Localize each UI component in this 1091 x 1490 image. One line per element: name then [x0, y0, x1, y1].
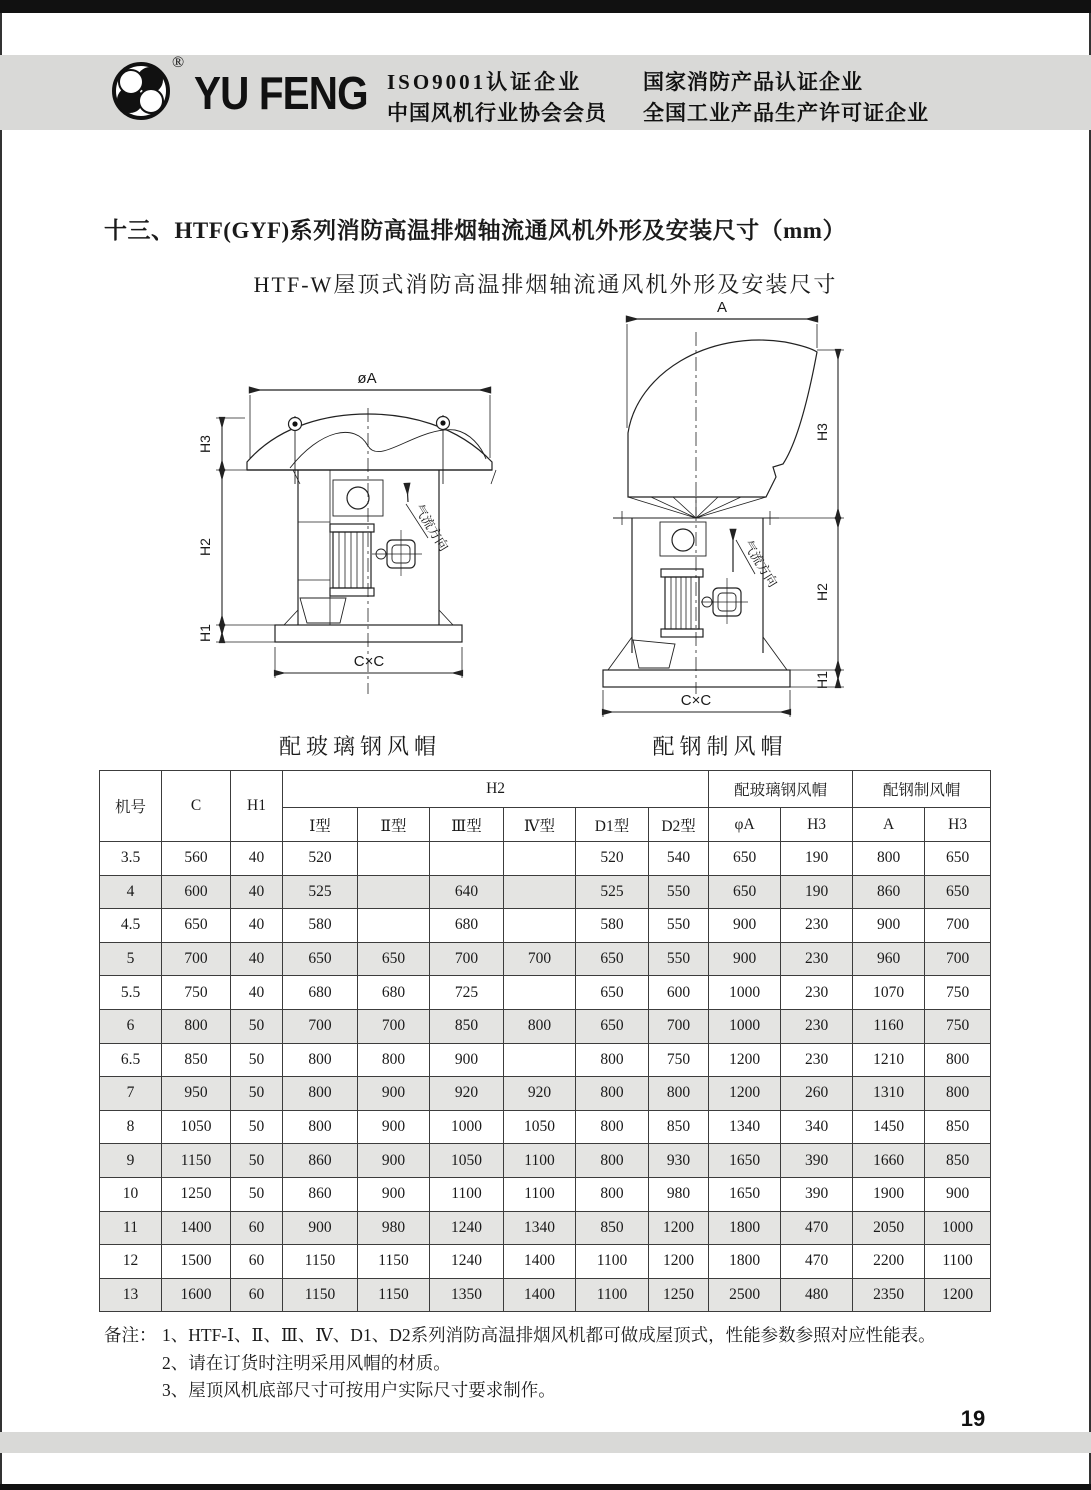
table-cell: 230 [781, 909, 853, 943]
table-cell: 700 [283, 1009, 358, 1043]
page-number: 19 [960, 1406, 986, 1431]
table-cell: 960 [853, 942, 925, 976]
col-header-glass-h3: H3 [781, 808, 853, 842]
airflow-label: 气流方向 [740, 537, 781, 590]
table-cell: 40 [231, 909, 283, 943]
table-cell: 230 [781, 976, 853, 1010]
dim-label-h3: H3 [197, 435, 213, 453]
table-cell: 650 [576, 1009, 649, 1043]
table-cell: 40 [231, 976, 283, 1010]
table-cell: 1160 [853, 1009, 925, 1043]
table-cell: 800 [576, 1043, 649, 1077]
table-cell [504, 842, 576, 876]
table-cell: 860 [283, 1144, 358, 1178]
table-cell: 1200 [649, 1211, 709, 1245]
cert-production-license: 全国工业产品生产许可证企业 [643, 101, 929, 125]
table-cell: 1150 [283, 1278, 358, 1312]
table-cell: 750 [649, 1043, 709, 1077]
dim-cxc [275, 647, 462, 678]
table-cell: 1660 [853, 1144, 925, 1178]
dim-label-h1: H1 [814, 671, 830, 689]
dim-label-phiA: øA [357, 370, 377, 387]
table-cell: 800 [925, 1077, 991, 1111]
table-cell: 470 [781, 1245, 853, 1279]
steel-hood-fan-drawing [555, 292, 985, 772]
dim-label-cxc: C×C [680, 692, 712, 709]
table-cell: 1800 [709, 1245, 781, 1279]
table-cell: 230 [781, 1009, 853, 1043]
dim-label-h3: H3 [814, 423, 830, 441]
table-cell: 1000 [925, 1211, 991, 1245]
table-cell: 650 [709, 842, 781, 876]
table-cell: 900 [925, 1177, 991, 1211]
col-group-steel-hood: 配钢制风帽 [853, 771, 991, 808]
table-cell: 1650 [709, 1144, 781, 1178]
table-cell: 1150 [283, 1245, 358, 1279]
table-cell: 1500 [162, 1245, 231, 1279]
table-cell: 1100 [504, 1144, 576, 1178]
yufeng-logo-icon [112, 62, 170, 120]
table-cell: 1400 [504, 1245, 576, 1279]
table-cell: 580 [576, 909, 649, 943]
table-cell: 1240 [430, 1211, 504, 1245]
table-cell: 6.5 [100, 1043, 162, 1077]
table-cell: 540 [649, 842, 709, 876]
col-header-h1: H1 [231, 771, 283, 842]
cert-fan-association: 中国风机行业协会会员 [387, 101, 607, 125]
table-cell [504, 976, 576, 1010]
table-cell [504, 1043, 576, 1077]
table-cell: 5 [100, 942, 162, 976]
col-header-steel-h3: H3 [925, 808, 991, 842]
dim-chain-left [197, 418, 275, 642]
table-cell: 1050 [430, 1144, 504, 1178]
table-cell: 650 [925, 842, 991, 876]
col-header-type-d2: D2型 [649, 808, 709, 842]
fiberglass-hood [247, 414, 492, 484]
fan-casing [608, 518, 787, 670]
table-cell: 4 [100, 875, 162, 909]
table-cell: 900 [358, 1177, 430, 1211]
table-cell: 800 [283, 1077, 358, 1111]
dim-label-h2: H2 [197, 538, 213, 556]
table-cell [358, 875, 430, 909]
note-item: 3、屋顶风机底部尺寸可按用户实际尺寸要求制作。 [162, 1380, 556, 1400]
airflow-direction [406, 484, 452, 554]
table-cell: 9 [100, 1144, 162, 1178]
dim-label-h2: H2 [814, 583, 830, 601]
fan-casing [284, 470, 496, 625]
table-cell: 700 [430, 942, 504, 976]
table-cell: 230 [781, 942, 853, 976]
top-black-bar [0, 0, 1091, 13]
left-border-line [0, 13, 2, 1484]
table-cell: 920 [504, 1077, 576, 1111]
table-cell: 800 [925, 1043, 991, 1077]
col-header-c: C [162, 771, 231, 842]
table-cell: 850 [925, 1110, 991, 1144]
table-cell: 1400 [162, 1211, 231, 1245]
table-cell: 1600 [162, 1278, 231, 1312]
col-header-model: 机号 [100, 771, 162, 842]
table-cell: 980 [358, 1211, 430, 1245]
steel-hood [628, 340, 817, 497]
table-row [100, 1110, 991, 1144]
base-plate [603, 670, 790, 687]
table-cell: 1800 [709, 1211, 781, 1245]
table-cell: 800 [576, 1144, 649, 1178]
caption-steel-hood: 配钢制风帽 [652, 734, 788, 759]
table-cell: 800 [504, 1009, 576, 1043]
table-cell: 700 [504, 942, 576, 976]
table-cell [358, 909, 430, 943]
table-cell: 50 [231, 1043, 283, 1077]
table-cell: 650 [358, 942, 430, 976]
table-cell: 1100 [576, 1278, 649, 1312]
table-cell: 6 [100, 1009, 162, 1043]
table-cell: 1200 [709, 1077, 781, 1111]
cert-iso9001: ISO9001认证企业 [387, 70, 583, 94]
table-cell [358, 842, 430, 876]
table-cell: 1000 [430, 1110, 504, 1144]
table-body [100, 842, 991, 1312]
table-cell: 1340 [709, 1110, 781, 1144]
table-cell: 900 [853, 909, 925, 943]
table-cell: 2350 [853, 1278, 925, 1312]
table-cell: 900 [283, 1211, 358, 1245]
table-cell: 60 [231, 1278, 283, 1312]
col-group-fiberglass-hood: 配玻璃钢风帽 [709, 771, 853, 808]
table-cell: 1450 [853, 1110, 925, 1144]
dimension-table [99, 770, 991, 1312]
table-cell: 1310 [853, 1077, 925, 1111]
table-row [100, 1278, 991, 1312]
dim-label-h1: H1 [197, 624, 213, 642]
col-header-type-1: Ⅰ型 [283, 808, 358, 842]
table-cell: 1150 [162, 1144, 231, 1178]
table-cell: 1050 [162, 1110, 231, 1144]
table-cell: 11 [100, 1211, 162, 1245]
table-cell: 8 [100, 1110, 162, 1144]
table-cell: 5.5 [100, 976, 162, 1010]
table-cell: 600 [649, 976, 709, 1010]
col-header-type-d1: D1型 [576, 808, 649, 842]
table-row [100, 1009, 991, 1043]
table-cell: 390 [781, 1177, 853, 1211]
table-row [100, 1245, 991, 1279]
table-row [100, 842, 991, 876]
bottom-black-bar [0, 1484, 1091, 1490]
table-cell: 40 [231, 942, 283, 976]
table-cell: 750 [925, 976, 991, 1010]
table-cell: 800 [853, 842, 925, 876]
table-cell: 850 [649, 1110, 709, 1144]
brand-name: YU FENG [194, 67, 368, 119]
table-cell: 980 [649, 1177, 709, 1211]
table-row [100, 875, 991, 909]
table-cell: 860 [283, 1177, 358, 1211]
table-cell: 650 [576, 976, 649, 1010]
table-cell: 60 [231, 1211, 283, 1245]
table-cell: 260 [781, 1077, 853, 1111]
dim-chain-right [779, 350, 844, 689]
table-cell: 700 [925, 909, 991, 943]
caption-fiberglass-hood: 配玻璃钢风帽 [278, 734, 441, 759]
table-cell: 900 [358, 1110, 430, 1144]
base-plate [275, 625, 462, 642]
table-cell: 950 [162, 1077, 231, 1111]
table-cell: 800 [576, 1177, 649, 1211]
table-cell: 7 [100, 1077, 162, 1111]
table-cell: 560 [162, 842, 231, 876]
table-cell: 340 [781, 1110, 853, 1144]
registered-trademark-icon: ® [172, 54, 185, 71]
table-cell: 800 [576, 1110, 649, 1144]
table-cell: 1150 [358, 1278, 430, 1312]
table-cell: 40 [231, 842, 283, 876]
table-cell: 1000 [709, 1009, 781, 1043]
table-cell: 1210 [853, 1043, 925, 1077]
table-cell: 800 [162, 1009, 231, 1043]
table-cell: 1240 [430, 1245, 504, 1279]
table-row [100, 909, 991, 943]
table-cell: 550 [649, 875, 709, 909]
table-cell: 750 [925, 1009, 991, 1043]
table-cell: 700 [925, 942, 991, 976]
table-cell: 60 [231, 1245, 283, 1279]
table-row [100, 1043, 991, 1077]
col-header-type-4: Ⅳ型 [504, 808, 576, 842]
table-cell: 1250 [162, 1177, 231, 1211]
table-cell: 2050 [853, 1211, 925, 1245]
table-cell: 1200 [709, 1043, 781, 1077]
table-cell: 900 [430, 1043, 504, 1077]
col-group-h2: H2 [283, 771, 709, 808]
table-row [100, 1144, 991, 1178]
table-cell: 900 [709, 942, 781, 976]
table-cell: 550 [649, 942, 709, 976]
notes [104, 1322, 1004, 1405]
table-cell: 50 [231, 1144, 283, 1178]
table-cell: 1100 [504, 1177, 576, 1211]
table-cell: 850 [162, 1043, 231, 1077]
table-cell: 1400 [504, 1278, 576, 1312]
table-cell: 600 [162, 875, 231, 909]
table-cell: 50 [231, 1009, 283, 1043]
table-cell: 40 [231, 875, 283, 909]
table-cell: 800 [649, 1077, 709, 1111]
table-cell: 700 [649, 1009, 709, 1043]
table-row [100, 1211, 991, 1245]
table-cell: 1650 [709, 1177, 781, 1211]
table-cell: 650 [576, 942, 649, 976]
table-cell: 1900 [853, 1177, 925, 1211]
col-header-steel-a: A [853, 808, 925, 842]
table-cell: 230 [781, 1043, 853, 1077]
section-title: 十三、HTF(GYF)系列消防高温排烟轴流通风机外形及安装尺寸（mm） [104, 218, 846, 243]
col-header-type-3: Ⅲ型 [430, 808, 504, 842]
table-cell: 850 [925, 1144, 991, 1178]
table-cell: 190 [781, 875, 853, 909]
table-cell: 50 [231, 1077, 283, 1111]
table-cell: 800 [358, 1043, 430, 1077]
col-header-phia: φA [709, 808, 781, 842]
table-row [100, 942, 991, 976]
table-cell: 50 [231, 1110, 283, 1144]
subtitle: HTF-W屋顶式消防高温排烟轴流通风机外形及安装尺寸 [253, 272, 838, 297]
table-cell: 1100 [430, 1177, 504, 1211]
table-row [100, 1177, 991, 1211]
table-cell: 900 [709, 909, 781, 943]
table-cell: 1070 [853, 976, 925, 1010]
table-cell: 1350 [430, 1278, 504, 1312]
table-cell: 900 [358, 1144, 430, 1178]
notes-list [162, 1322, 1004, 1405]
table-cell: 10 [100, 1177, 162, 1211]
table-cell: 1050 [504, 1110, 576, 1144]
table-cell: 13 [100, 1278, 162, 1312]
table-cell: 680 [358, 976, 430, 1010]
table-cell: 190 [781, 842, 853, 876]
cert-fire-product: 国家消防产品认证企业 [643, 70, 863, 94]
table-cell: 800 [576, 1077, 649, 1111]
table-cell: 550 [649, 909, 709, 943]
table-cell [504, 875, 576, 909]
footer-band [0, 1432, 1091, 1453]
table-cell: 900 [358, 1077, 430, 1111]
table-cell: 525 [576, 875, 649, 909]
table-cell: 1000 [709, 976, 781, 1010]
table-cell: 525 [283, 875, 358, 909]
table-cell: 680 [430, 909, 504, 943]
table-cell: 860 [853, 875, 925, 909]
airflow-direction [733, 530, 781, 590]
table-cell: 470 [781, 1211, 853, 1245]
table-cell: 700 [162, 942, 231, 976]
table-cell: 12 [100, 1245, 162, 1279]
table-cell: 640 [430, 875, 504, 909]
table-cell [430, 842, 504, 876]
table-cell [504, 909, 576, 943]
table-cell: 750 [162, 976, 231, 1010]
table-cell: 1200 [649, 1245, 709, 1279]
table-cell: 800 [283, 1043, 358, 1077]
dim-cxc [603, 690, 790, 717]
table-row [100, 1077, 991, 1111]
table-cell: 520 [283, 842, 358, 876]
table-cell: 1150 [358, 1245, 430, 1279]
table-cell: 2500 [709, 1278, 781, 1312]
table-cell: 920 [430, 1077, 504, 1111]
table-row [100, 976, 991, 1010]
table-cell: 580 [283, 909, 358, 943]
table-cell: 700 [358, 1009, 430, 1043]
table-cell: 680 [283, 976, 358, 1010]
table-cell: 520 [576, 842, 649, 876]
dim-a [627, 299, 817, 428]
airflow-label: 气流方向 [411, 501, 452, 554]
table-cell: 1340 [504, 1211, 576, 1245]
table-cell: 1250 [649, 1278, 709, 1312]
table-cell: 4.5 [100, 909, 162, 943]
table-cell: 1100 [576, 1245, 649, 1279]
table-cell: 390 [781, 1144, 853, 1178]
table-cell: 50 [231, 1177, 283, 1211]
table-cell: 3.5 [100, 842, 162, 876]
table-cell: 725 [430, 976, 504, 1010]
table-cell: 930 [649, 1144, 709, 1178]
dim-label-a: A [716, 299, 728, 316]
table-cell: 650 [162, 909, 231, 943]
note-item: 2、请在订货时注明采用风帽的材质。 [162, 1352, 451, 1373]
table-cell: 650 [283, 942, 358, 976]
table-cell: 850 [430, 1009, 504, 1043]
col-header-type-2: Ⅱ型 [358, 808, 430, 842]
note-item: 1、HTF-Ⅰ、Ⅱ、Ⅲ、Ⅳ、D1、D2系列消防高温排烟风机都可做成屋顶式，性能参数参照对应性能表。 [162, 1325, 936, 1345]
dim-label-cxc: C×C [353, 653, 385, 670]
table-cell: 1200 [925, 1278, 991, 1312]
table-cell: 800 [283, 1110, 358, 1144]
fiberglass-hood-fan-drawing [150, 362, 570, 762]
table-cell: 2200 [853, 1245, 925, 1279]
table-cell: 480 [781, 1278, 853, 1312]
notes-label: 备注： [104, 1325, 157, 1345]
table-cell: 850 [576, 1211, 649, 1245]
table-cell: 650 [925, 875, 991, 909]
table-cell: 650 [709, 875, 781, 909]
table-cell: 1100 [925, 1245, 991, 1279]
